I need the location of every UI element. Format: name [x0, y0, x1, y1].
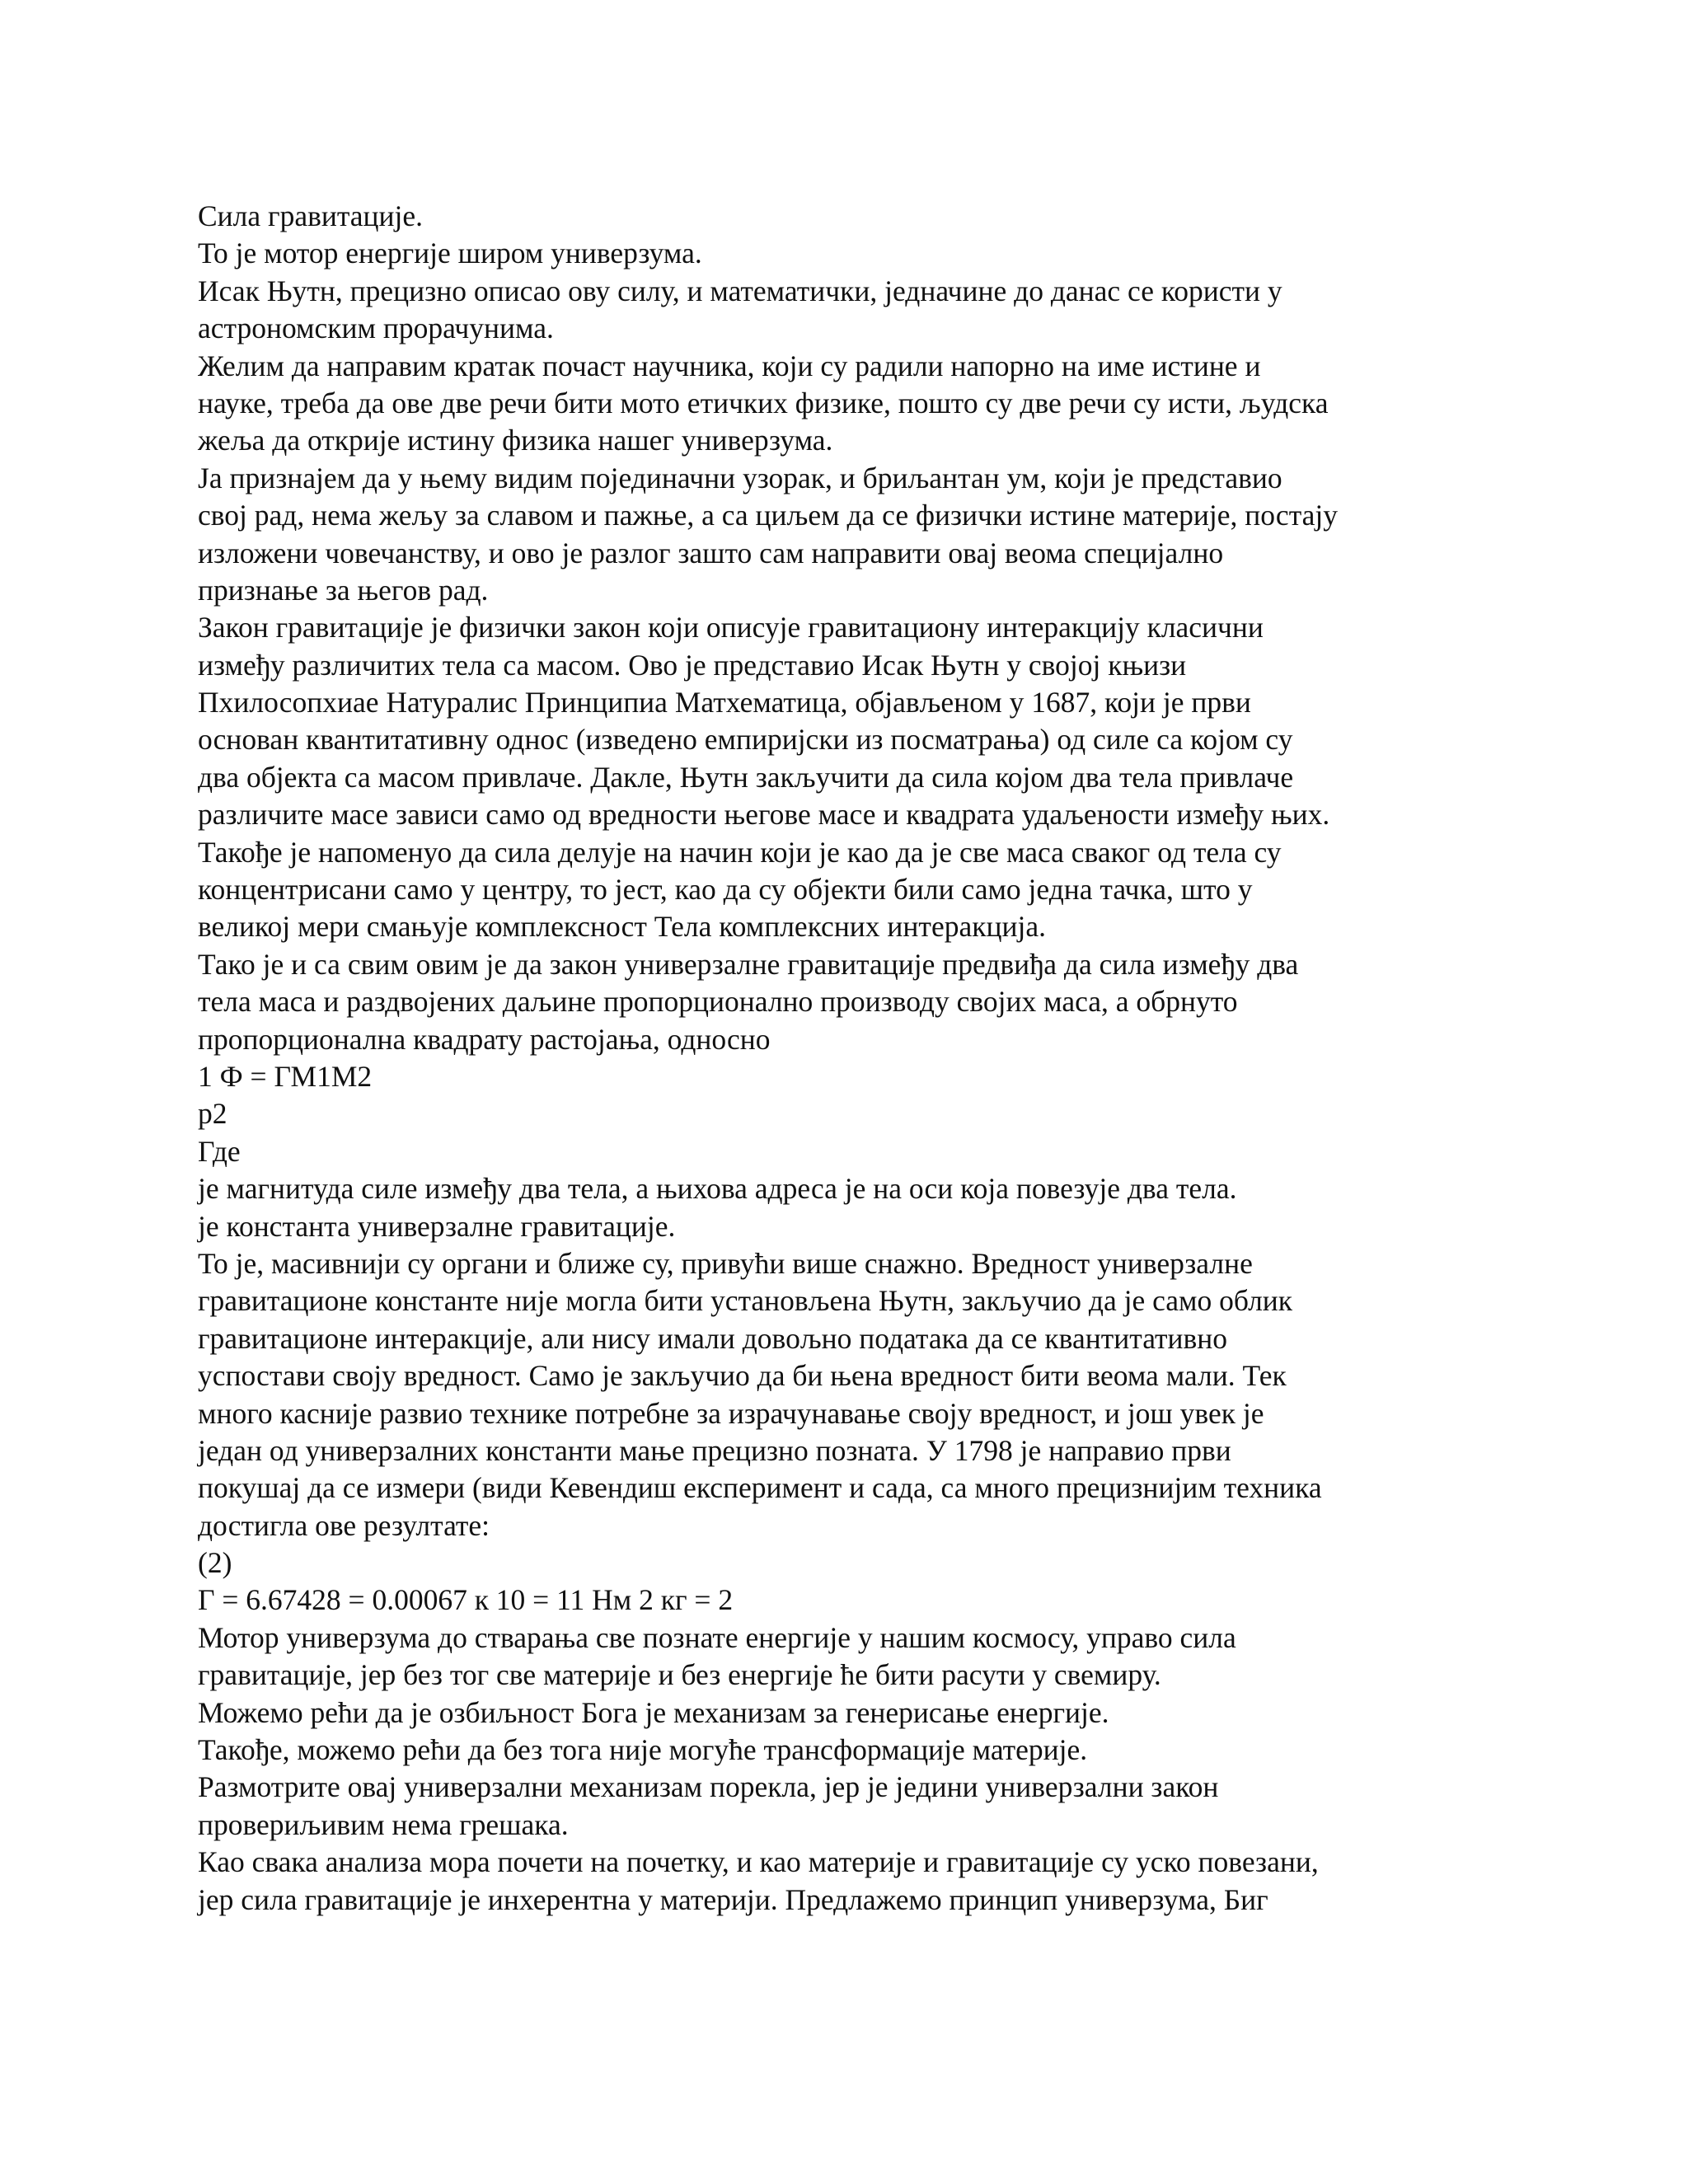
text-line: јер сила гравитације је инхерентна у материји. Предлажемо принцип универзума, Биг	[198, 1882, 1268, 1916]
text-line: Такође је напоменуо да сила делује на начин који је као да је све маса сваког од тела су	[198, 835, 1282, 869]
text-line: Тако је и са свим овим је да закон универзалне гравитације предвиђа да сила између два	[198, 947, 1299, 981]
text-line: Закон гравитације је физички закон који описује гравитациону интеракцију класични	[198, 611, 1264, 644]
text-line: основан квантитативну однос (изведено емпиријски из посматрања) од силе са којом су	[198, 723, 1293, 757]
text-line: изложени човечанству, и ово је разлог зашто сам направити овај веома специјално	[198, 536, 1224, 569]
text-line: великој мери смањује комплексност Тела комплексних интеракција.	[198, 910, 1046, 944]
text-line: успостави своју вредност. Само је закључио да би њена вредност бити веома мали. Тек	[198, 1359, 1287, 1393]
formula-line: р2	[198, 1097, 227, 1131]
text-line: Сила гравитације.	[198, 199, 424, 232]
text-line: Мотор универзума до стварања све познате енергије у нашим космосу, управо сила	[198, 1620, 1236, 1654]
text-line: гравитације, јер без тог све материје и без енергије ће бити расути у свемиру.	[198, 1658, 1161, 1692]
text-line: То је мотор енергије широм универзума.	[198, 237, 702, 270]
text-line: је константа универзалне гравитације.	[198, 1209, 676, 1243]
text-line: астрономским прорачунима.	[198, 312, 554, 345]
text-line: признање за његов рад.	[198, 573, 489, 607]
text-line: жеља да открије истину физика нашег универзума.	[198, 424, 833, 457]
text-line: два објекта са масом привлаче. Дакле, Њутн закључити да сила којом два тела привлаче	[198, 760, 1294, 794]
text-line: покушај да се измери (види Кевендиш експеримент и сада, са много прецизнијим техника	[198, 1471, 1322, 1505]
formula-line: 1 Ф = ГМ1М2	[198, 1059, 373, 1093]
text-line: свој рад, нема жељу за славом и пажње, а са циљем да се физички истине материје, постају	[198, 499, 1339, 532]
text-line: тела маса и раздвојених даљине пропорционално производу својих маса, а обрнуто	[198, 985, 1238, 1019]
text-line: између различитих тела са масом. Ово је представио Исак Њутн у својој књизи	[198, 648, 1187, 682]
text-line: Где	[198, 1134, 241, 1168]
text-line: То је, масивнији су органи и ближе су, привући више снажно. Вредност универзалне	[198, 1246, 1253, 1280]
formula-number: (2)	[198, 1546, 232, 1580]
text-line: науке, треба да ове две речи бити мото етичких физике, пошто су две речи су исти, људска	[198, 386, 1329, 419]
text-line: пропорционална квадрату растојања, односно	[198, 1022, 771, 1056]
text-line: гравитационе интеракције, али нису имали довољно података да се квантитативно	[198, 1321, 1228, 1355]
text-line: Желим да направим кратак почаст научника, који су радили напорно на име истине и	[198, 349, 1261, 382]
text-line: гравитационе константе није могла бити установљена Њутн, закључио да је само облик	[198, 1284, 1293, 1318]
text-line: концентрисани само у центру, то јест, као да су објекти били само једна тачка, што у	[198, 873, 1253, 907]
text-line: Исак Њутн, прецизно описао ову силу, и математички, једначине до данас се користи у	[198, 274, 1282, 307]
text-line: Ја признајем да у њему видим појединачни узорак, и бриљантан ум, који је представио	[198, 461, 1282, 494]
text-line: је магнитуда силе између два тела, а њихова адреса је на оси која повезује два тела.	[198, 1172, 1237, 1206]
text-line: достигла ове резултате:	[198, 1508, 490, 1542]
text-line: Такође, можемо рећи да без тога није могуће трансформације материје.	[198, 1733, 1088, 1767]
text-line: много касније развио технике потребне за израчунавање своју вредност, и још увек је	[198, 1396, 1264, 1430]
text-line: један од универзалних константи мање прецизно позната. У 1798 је направио први	[198, 1433, 1231, 1467]
text-line: Пхилосопхиае Натуралис Принципиа Матхематица, објављеном у 1687, који је први	[198, 686, 1251, 719]
document-body	[198, 198, 1492, 1919]
formula-line: Г = 6.67428 = 0.00067 к 10 = 11 Нм 2 кг = 2	[198, 1583, 734, 1617]
text-line: Као свака анализа мора почети на почетку, и као материје и гравитације су уско повезани,	[198, 1845, 1319, 1879]
text-line: Размотрите овај универзални механизам порекла, јер је једини универзални закон	[198, 1770, 1219, 1804]
text-line: различите масе зависи само од вредности његове масе и квадрата удаљености између њих.	[198, 798, 1330, 832]
text-line: Можемо рећи да је озбиљност Бога је механизам за генерисање енергије.	[198, 1695, 1109, 1729]
text-line: провериљивим нема грешака.	[198, 1807, 569, 1841]
